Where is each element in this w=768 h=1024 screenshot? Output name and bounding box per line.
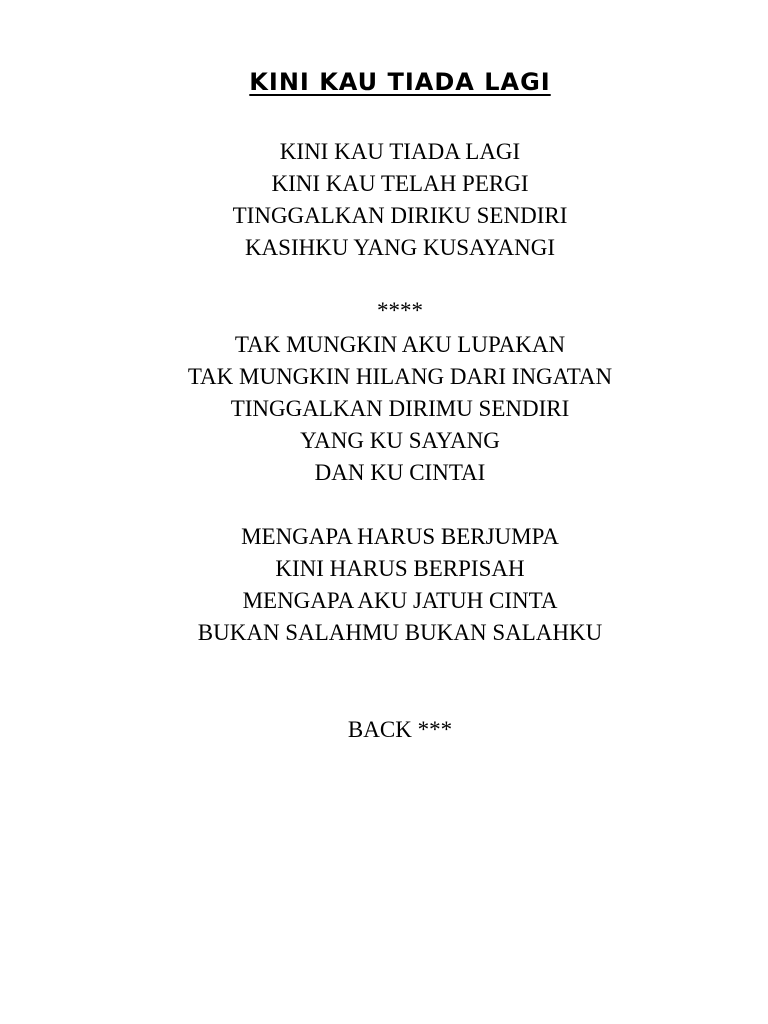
lyric-line: KINI HARUS BERPISAH [275,556,525,581]
lyric-line: BUKAN SALAHMU BUKAN SALAHKU [197,620,603,645]
lyric-line: MENGAPA HARUS BERJUMPA [241,524,559,549]
lyric-line: KINI KAU TELAH PERGI [271,171,529,196]
song-title: KINI KAU TIADA LAGI [249,68,551,96]
lyric-line: TAK MUNGKIN HILANG DARI INGATAN [187,364,613,389]
lyric-line: DAN KU CINTAI [314,460,486,485]
footer-back: BACK *** [347,717,453,742]
lyric-line: MENGAPA AKU JATUH CINTA [242,588,558,613]
lyric-line: YANG KU SAYANG [300,428,500,453]
lyric-line: TAK MUNGKIN AKU LUPAKAN [234,332,566,357]
lyric-line: KINI KAU TIADA LAGI [279,139,521,164]
lyric-line: TINGGALKAN DIRIKU SENDIRI [232,203,568,228]
stanza-separator: **** [377,298,423,323]
lyric-line: TINGGALKAN DIRIMU SENDIRI [230,396,570,421]
lyric-line: KASIHKU YANG KUSAYANGI [244,235,556,260]
